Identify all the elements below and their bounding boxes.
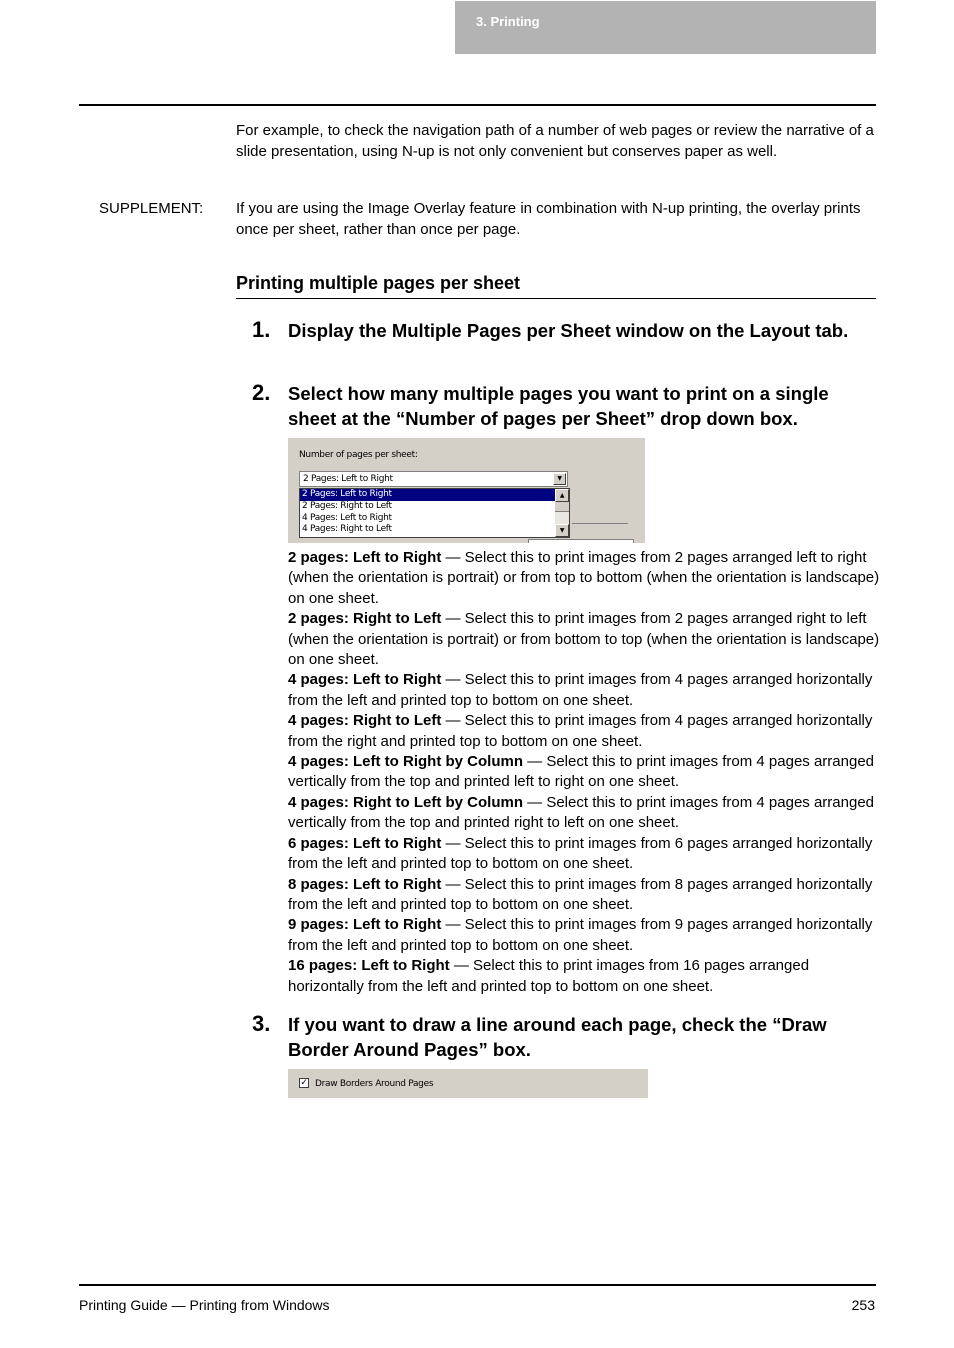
pages-per-sheet-label: Number of pages per sheet:	[299, 450, 418, 460]
intro-paragraph: For example, to check the navigation path of a number of web pages or review the narrative of a slide presentation, using N-up is not only convenient but conserves paper as well.	[236, 122, 874, 160]
definition-description: — Select this to print images from 4 pages arranged horizontally from the right and printed top to bottom on one sheet.	[288, 712, 873, 750]
divider-line	[572, 523, 628, 524]
definition-description: — Select this to print images from 4 pages arranged vertically from the top and printed left to right on one sheet.	[288, 753, 875, 791]
pages-per-sheet-screenshot	[288, 438, 645, 543]
bottom-rule	[79, 1284, 876, 1286]
draw-borders-label: Draw Borders Around Pages	[315, 1079, 434, 1089]
option-definitions	[288, 548, 880, 997]
draw-borders-screenshot	[288, 1069, 648, 1098]
list-item[interactable]: 2 Pages: Right to Left	[302, 500, 392, 511]
list-item[interactable]: 4 Pages: Left to Right	[302, 512, 392, 523]
definition-description: — Select this to print images from 9 pages arranged horizontally from the left and printed top to bottom on one sheet.	[288, 916, 873, 954]
definition-description: — Select this to print images from 4 pages arranged vertically from the top and printed right to left on one sheet.	[288, 793, 875, 832]
list-scrollbar[interactable]	[555, 489, 569, 537]
definition-description: — Select this to print images from 16 pages arranged horizontally from the left and printed top to bottom on one sheet.	[288, 957, 810, 995]
pages-per-sheet-dropdown[interactable]	[299, 471, 568, 487]
definition-term: 8 pages: Left to Right	[288, 875, 442, 893]
definition-term: 4 pages: Left to Right	[288, 671, 442, 689]
scroll-down-icon[interactable]: ▼	[555, 524, 569, 537]
section-heading: Printing multiple pages per sheet	[236, 272, 876, 299]
definition-description: — Select this to print images from 2 pages arranged left to right (when the orientation is portrait) or from top to bottom (when the orientation is landscape) on one sheet.	[288, 549, 880, 607]
definition-term: 4 pages: Right to Left by Column	[288, 793, 523, 811]
step-2-text: Select how many multiple pages you want to print on a single sheet at the “Number of pages per Sheet” drop down box.	[288, 383, 829, 429]
chevron-down-icon[interactable]: ▼	[553, 473, 566, 485]
definition-description: — Select this to print images from 8 pages arranged horizontally from the left and printed top to bottom on one sheet.	[288, 875, 873, 913]
partial-field	[528, 539, 634, 543]
chapter-tab: 3. Printing	[455, 1, 876, 54]
scroll-thumb[interactable]	[555, 502, 569, 512]
step-3-number: 3.	[252, 1011, 271, 1036]
step-1-text: Display the Multiple Pages per Sheet window on the Layout tab.	[288, 320, 849, 341]
supplement-label: SUPPLEMENT:	[99, 200, 204, 217]
page-number: 253	[851, 1297, 875, 1313]
definition-term: 4 pages: Right to Left	[288, 712, 442, 730]
definition-item	[288, 834, 880, 875]
list-item[interactable]: 2 Pages: Left to Right	[300, 489, 555, 501]
definition-term: 16 pages: Left to Right	[288, 957, 450, 975]
definition-term: 9 pages: Left to Right	[288, 916, 442, 934]
draw-borders-checkbox[interactable]: ✓	[300, 1078, 308, 1088]
definition-item	[288, 793, 880, 834]
definition-term: 6 pages: Left to Right	[288, 834, 442, 852]
definition-item	[288, 711, 880, 752]
top-rule	[79, 104, 876, 106]
list-item[interactable]: 4 Pages: Right to Left	[302, 524, 392, 535]
step-1-number: 1.	[252, 317, 271, 342]
definition-item	[288, 915, 880, 956]
definition-term: 2 pages: Left to Right	[288, 549, 442, 566]
definition-item	[288, 548, 880, 609]
definition-item	[288, 670, 880, 711]
definition-term: 4 pages: Left to Right by Column	[288, 753, 523, 771]
step-3-text: If you want to draw a line around each page, check the “Draw Border Around Pages” box.	[288, 1014, 827, 1060]
definition-item	[288, 956, 880, 997]
pages-per-sheet-list[interactable]	[299, 488, 570, 538]
definition-description: — Select this to print images from 4 pages arranged horizontally from the left and printed top to bottom on one sheet.	[288, 671, 873, 709]
definition-item	[288, 752, 880, 793]
definition-item	[288, 609, 880, 670]
supplement-text: If you are using the Image Overlay feature in combination with N-up printing, the overlay prints once per sheet, rather than once per page.	[236, 200, 861, 238]
scroll-up-icon[interactable]: ▲	[555, 489, 569, 502]
definition-term: 2 pages: Right to Left	[288, 610, 442, 628]
step-2-number: 2.	[252, 380, 271, 405]
footer-title: Printing Guide — Printing from Windows	[79, 1297, 330, 1313]
definition-description: — Select this to print images from 6 pages arranged horizontally from the left and printed top to bottom on one sheet.	[288, 834, 873, 873]
dropdown-selected-value: 2 Pages: Left to Right	[303, 474, 393, 484]
definition-description: — Select this to print images from 2 pages arranged right to left (when the orientation is portrait) or from bottom to top (when the orientation is landscape) on one sheet.	[288, 610, 880, 669]
definition-item	[288, 875, 880, 916]
